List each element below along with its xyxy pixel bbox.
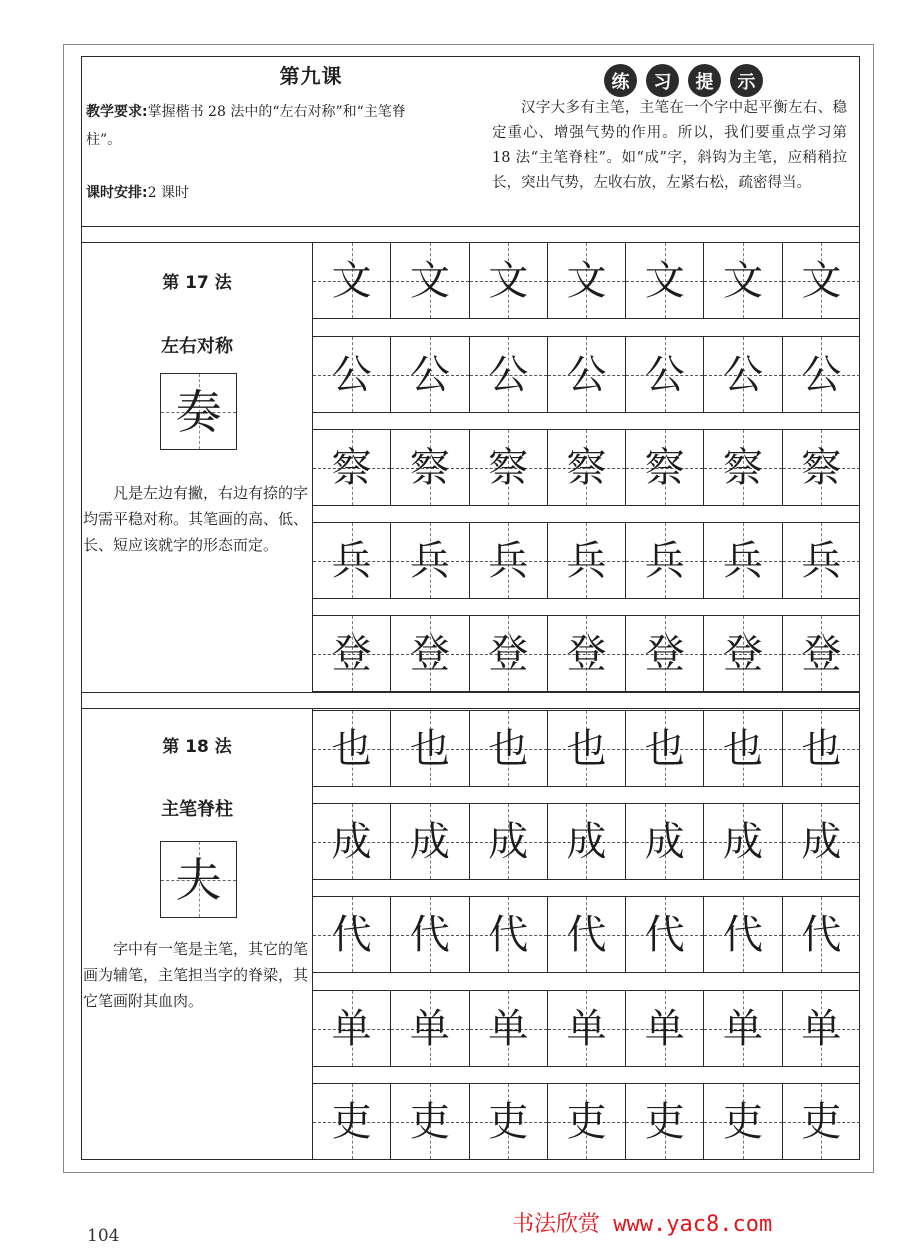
class-schedule — [86, 182, 189, 202]
practice-cell — [704, 804, 782, 879]
practice-cell — [704, 337, 782, 412]
tip-title-char: 练 — [604, 64, 637, 97]
practice-cell — [626, 991, 704, 1066]
practice-cell — [391, 430, 469, 505]
practice-character: 文 — [409, 257, 450, 304]
practice-character: 代 — [723, 911, 764, 958]
practice-cell — [313, 804, 391, 879]
practice-character: 也 — [409, 725, 450, 772]
section-divider — [81, 692, 860, 693]
practice-character: 代 — [409, 911, 450, 958]
practice-cell — [626, 243, 704, 318]
practice-character: 公 — [566, 351, 607, 398]
practice-character: 吏 — [488, 1098, 529, 1145]
practice-character: 吏 — [644, 1098, 685, 1145]
practice-cell — [313, 523, 391, 598]
practice-cell — [391, 243, 469, 318]
law-name: 左右对称 — [161, 336, 233, 357]
practice-cell — [391, 337, 469, 412]
site-watermark: 书法欣赏 www.yac8.com — [512, 1212, 773, 1237]
practice-cell — [783, 1084, 860, 1159]
practice-cell — [470, 243, 548, 318]
practice-cell — [783, 991, 860, 1066]
practice-character: 也 — [723, 725, 764, 772]
practice-cell — [704, 991, 782, 1066]
practice-character: 公 — [723, 351, 764, 398]
practice-cell — [626, 337, 704, 412]
practice-character: 文 — [488, 257, 529, 304]
practice-character: 察 — [409, 444, 450, 491]
practice-cell — [470, 616, 548, 691]
practice-character: 登 — [644, 630, 685, 677]
practice-character: 察 — [331, 444, 372, 491]
practice-character: 兵 — [566, 537, 607, 584]
practice-cell — [391, 991, 469, 1066]
practice-cell — [391, 897, 469, 972]
practice-character: 察 — [723, 444, 764, 491]
practice-character: 兵 — [723, 537, 764, 584]
tip-title-char: 示 — [730, 64, 763, 97]
schedule-label: 课时安排: — [86, 185, 148, 201]
practice-cell — [313, 1084, 391, 1159]
practice-cell — [548, 337, 626, 412]
practice-cell — [783, 804, 860, 879]
practice-cell — [548, 523, 626, 598]
practice-cell — [470, 337, 548, 412]
practice-cell — [391, 711, 469, 786]
practice-character: 吏 — [723, 1098, 764, 1145]
practice-cell — [313, 897, 391, 972]
practice-character: 登 — [409, 630, 450, 677]
example-character-box — [160, 841, 237, 918]
practice-cell — [704, 616, 782, 691]
practice-character: 察 — [644, 444, 685, 491]
practice-row — [313, 429, 860, 506]
practice-character: 代 — [801, 911, 842, 958]
practice-cell — [548, 711, 626, 786]
tip-title-char: 习 — [646, 64, 679, 97]
practice-cell — [704, 711, 782, 786]
practice-cell — [783, 430, 860, 505]
law-explanation-panel — [81, 242, 313, 692]
practice-cell — [391, 523, 469, 598]
practice-character: 也 — [331, 725, 372, 772]
practice-character: 也 — [488, 725, 529, 772]
practice-character: 文 — [644, 257, 685, 304]
practice-row — [313, 803, 860, 880]
practice-character: 成 — [331, 818, 372, 865]
tip-title-char: 提 — [688, 64, 721, 97]
practice-character: 公 — [331, 351, 372, 398]
practice-character: 公 — [801, 351, 842, 398]
practice-character: 兵 — [488, 537, 529, 584]
example-character: 奏 — [175, 384, 222, 439]
practice-cell — [626, 523, 704, 598]
practice-character: 兵 — [644, 537, 685, 584]
practice-cell — [470, 430, 548, 505]
practice-cell — [626, 711, 704, 786]
practice-row — [313, 896, 860, 973]
practice-cell — [313, 991, 391, 1066]
practice-character: 代 — [566, 911, 607, 958]
practice-character: 文 — [566, 257, 607, 304]
practice-cell — [313, 616, 391, 691]
practice-character: 登 — [801, 630, 842, 677]
practice-character: 也 — [566, 725, 607, 772]
practice-cell — [783, 616, 860, 691]
practice-character: 吏 — [566, 1098, 607, 1145]
practice-cell — [704, 243, 782, 318]
practice-cell — [470, 1084, 548, 1159]
law-description: 凡是左边有撇，右边有捺的字均需平稳对称。其笔画的高、低、长、短应该就字的形态而定。 — [83, 484, 309, 554]
practice-character: 文 — [801, 257, 842, 304]
practice-character: 文 — [723, 257, 764, 304]
practice-cell — [626, 804, 704, 879]
practice-cell — [548, 430, 626, 505]
example-character: 夫 — [175, 852, 222, 907]
practice-character: 单 — [723, 1005, 764, 1052]
practice-character: 单 — [488, 1005, 529, 1052]
practice-character: 公 — [644, 351, 685, 398]
practice-cell — [548, 616, 626, 691]
practice-character: 成 — [409, 818, 450, 865]
practice-cell — [391, 616, 469, 691]
practice-row — [313, 522, 860, 599]
law-section-18 — [81, 708, 860, 1160]
practice-character: 成 — [644, 818, 685, 865]
schedule-text: 2 课时 — [147, 185, 189, 201]
practice-character: 兵 — [801, 537, 842, 584]
practice-character: 察 — [801, 444, 842, 491]
header-divider — [81, 226, 860, 227]
practice-tip-text: 汉字大多有主笔，主笔在一个字中起平衡左右、稳定重心、增强气势的作用。所以，我们要重点学习第 18 法“主笔脊柱”。如“成”字，斜钩为主笔，应稍稍拉长，突出气势，左收右放，左紧右松，疏密得当。 — [492, 100, 847, 191]
practice-character: 成 — [488, 818, 529, 865]
practice-cell — [313, 430, 391, 505]
practice-character: 成 — [723, 818, 764, 865]
practice-cell — [470, 523, 548, 598]
practice-character: 吏 — [409, 1098, 450, 1145]
practice-cell — [704, 430, 782, 505]
practice-character: 文 — [331, 257, 372, 304]
practice-character: 察 — [488, 444, 529, 491]
practice-row — [313, 990, 860, 1067]
practice-tip-title — [604, 64, 763, 97]
practice-character: 察 — [566, 444, 607, 491]
practice-cell — [626, 430, 704, 505]
teaching-requirement — [86, 98, 406, 154]
practice-cell — [391, 804, 469, 879]
practice-character: 登 — [488, 630, 529, 677]
practice-row — [313, 615, 860, 692]
practice-character: 单 — [331, 1005, 372, 1052]
practice-character: 成 — [566, 818, 607, 865]
practice-cell — [783, 337, 860, 412]
practice-cell — [391, 1084, 469, 1159]
practice-cell — [783, 897, 860, 972]
practice-cell — [470, 897, 548, 972]
practice-cell — [470, 711, 548, 786]
practice-cell — [626, 1084, 704, 1159]
practice-cell — [626, 616, 704, 691]
practice-character: 成 — [801, 818, 842, 865]
law-explanation-panel — [81, 708, 313, 1160]
practice-cell — [704, 523, 782, 598]
requirement-text: 掌握楷书 28 法中的“左右对称”和“主笔脊柱”。 — [86, 104, 406, 148]
practice-row — [313, 336, 860, 413]
practice-cell — [548, 1084, 626, 1159]
practice-cell — [626, 897, 704, 972]
practice-character: 吏 — [331, 1098, 372, 1145]
practice-character: 登 — [723, 630, 764, 677]
practice-cell — [548, 243, 626, 318]
practice-character: 代 — [644, 911, 685, 958]
practice-cell — [704, 897, 782, 972]
practice-cell — [548, 991, 626, 1066]
lesson-title: 第九课 — [279, 64, 343, 88]
practice-cell — [470, 991, 548, 1066]
practice-cell — [313, 337, 391, 412]
law-description: 字中有一笔是主笔，其它的笔画为辅笔，主笔担当字的脊梁，其它笔画附其血肉。 — [83, 940, 309, 1010]
example-character-box — [160, 373, 237, 450]
practice-character: 单 — [566, 1005, 607, 1052]
practice-character: 登 — [566, 630, 607, 677]
practice-character: 单 — [801, 1005, 842, 1052]
law-number: 第 18 法 — [162, 737, 232, 757]
practice-cell — [783, 711, 860, 786]
practice-cell — [313, 243, 391, 318]
practice-character: 登 — [331, 630, 372, 677]
practice-character: 单 — [644, 1005, 685, 1052]
page-number: 104 — [87, 1226, 120, 1246]
practice-character: 公 — [488, 351, 529, 398]
practice-cell — [783, 243, 860, 318]
practice-cell — [783, 523, 860, 598]
practice-character: 公 — [409, 351, 450, 398]
practice-cell — [548, 897, 626, 972]
practice-character: 代 — [488, 911, 529, 958]
lesson-header — [81, 56, 860, 226]
practice-character: 吏 — [801, 1098, 842, 1145]
practice-character: 单 — [409, 1005, 450, 1052]
requirement-label: 教学要求: — [86, 104, 148, 120]
law-section-17 — [81, 242, 860, 692]
practice-row — [313, 710, 860, 787]
practice-character: 兵 — [409, 537, 450, 584]
practice-row — [313, 242, 860, 319]
practice-cell — [548, 804, 626, 879]
law-name: 主笔脊柱 — [161, 799, 233, 820]
practice-cell — [704, 1084, 782, 1159]
practice-character: 也 — [801, 725, 842, 772]
practice-row — [313, 1083, 860, 1160]
practice-cell — [470, 804, 548, 879]
practice-character: 代 — [331, 911, 372, 958]
practice-cell — [313, 711, 391, 786]
practice-character: 也 — [644, 725, 685, 772]
practice-character: 兵 — [331, 537, 372, 584]
law-number: 第 17 法 — [162, 273, 232, 293]
